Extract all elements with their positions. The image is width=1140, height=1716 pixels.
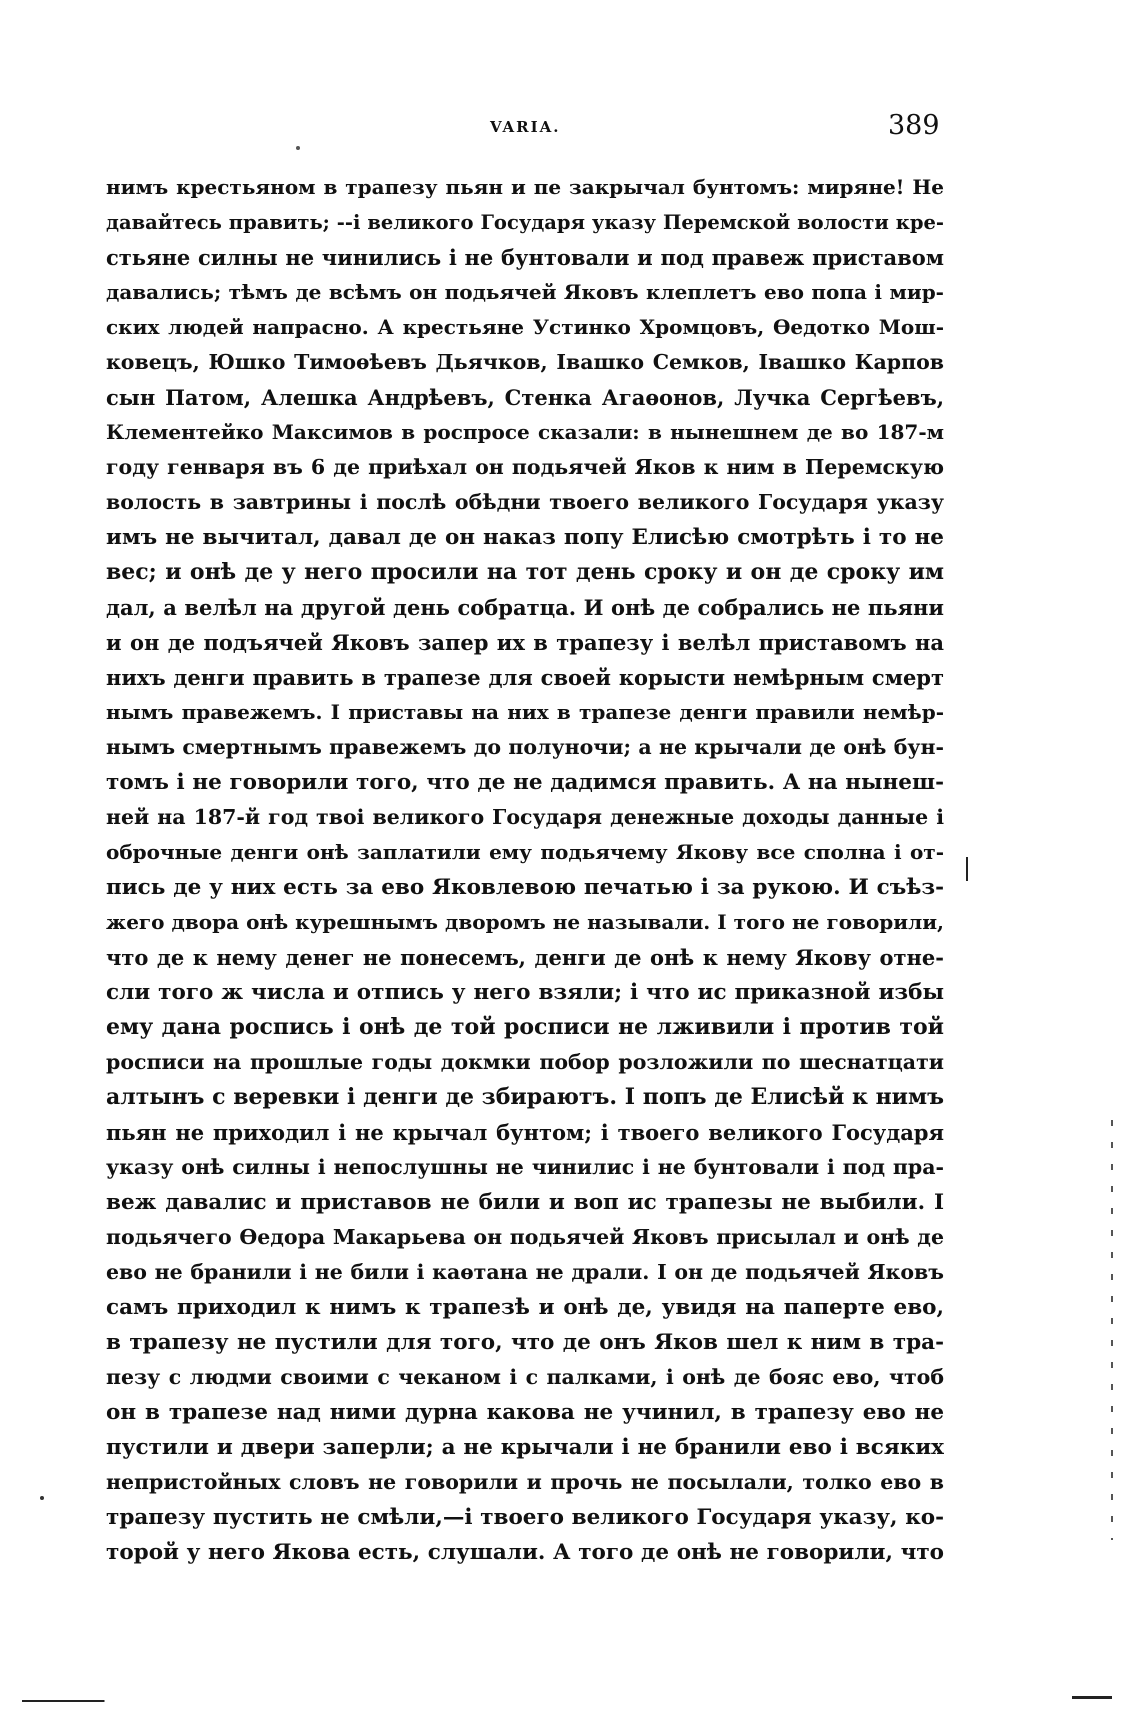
- text-line: волость в завтрины і послѣ обѣдни твоего великого Государя указу: [106, 490, 944, 514]
- text-line: вес; и онѣ де у него просили на тот день сроку и он де сроку им: [106, 559, 944, 585]
- text-line: томъ і не говорили того, что де не дадимся править. А на нынеш-: [106, 770, 944, 795]
- body-text: [106, 170, 944, 1570]
- text-line: стьяне силны не чинились і не бунтовали и под правеж приставом: [106, 245, 944, 270]
- margin-mark: [966, 857, 968, 881]
- text-line: пезу с людми своими с чеканом і с палками, і онѣ де бояс ево, чтоб: [106, 1365, 944, 1389]
- text-line: росписи на прошлые годы докмки побор розложили по шеснатцати: [106, 1050, 944, 1074]
- text-line: подьячего Ѳедора Макарьева он подьячей Яковъ присылал и онѣ де: [106, 1225, 944, 1249]
- text-line: оброчные денги онѣ заплатили ему подьячему Якову все сполна і от-: [106, 840, 944, 864]
- text-line: нимъ крестьяном в трапезу пьян и пе закрычал бунтомъ: миряне! Не: [106, 175, 944, 199]
- text-line: нихъ денги править в трапезе для своей корысти немѣрным смерт: [106, 665, 944, 690]
- text-line: ней на 187-й год твоі великого Государя денежные доходы данные і: [106, 805, 944, 829]
- text-line: пьян не приходил і не крычал бунтом; і твоего великого Государя: [106, 1120, 944, 1145]
- text-line: ему дана роспись і онѣ де той росписи не лживили і против той: [106, 1014, 944, 1040]
- text-line: Клементейко Максимов в роспросе сказали: в нынешнем де во 187-м: [106, 420, 944, 444]
- page-number: 389: [888, 110, 940, 141]
- scan-edge-artifact: [1072, 1696, 1112, 1699]
- text-line: пустили и двери заперли; а не крычали і не бранили ево і всяких: [106, 1435, 944, 1460]
- text-line: непристойных словъ не говорили и прочь не посылали, толко ево в: [106, 1470, 944, 1494]
- text-line: дал, а велѣл на другой день собратца. И онѣ де собрались не пьяни: [106, 595, 944, 620]
- text-line: нымъ правежемъ. І приставы на них в трапезе денги правили немѣр-: [106, 700, 944, 724]
- text-line: сли того ж числа и отпись у него взяли; і что ис приказной избы: [106, 980, 944, 1005]
- text-line: пись де у них есть за ево Яковлевою печатью і за рукою. И съѣз-: [106, 875, 944, 900]
- text-line: ковецъ, Юшко Тимоѳѣевъ Дьячков, Івашко Семков, Івашко Карпов: [106, 350, 944, 374]
- text-line: торой у него Якова есть, слушали. А того де онѣ не говорили, что: [106, 1540, 944, 1565]
- text-line: в трапезу не пустили для того, что де онъ Яков шел к ним в тра-: [106, 1330, 944, 1355]
- print-speck: [296, 146, 300, 150]
- text-line: веж давалис и приставов не били и воп ис трапезы не выбили. І: [106, 1190, 944, 1215]
- print-speck: [40, 1496, 44, 1500]
- text-line: и он де подъячей Яковъ запер их в трапезу і велѣл приставомъ на: [106, 630, 944, 655]
- text-line: давайтесь править; --і великого Государя указу Перемской волости кре-: [106, 211, 944, 234]
- running-title: VARIA.: [490, 118, 561, 136]
- text-line: году генваря въ 6 де приѣхал он подьячей Яков к ним в Перемскую: [106, 455, 944, 479]
- text-line: имъ не вычитал, давал де он наказ попу Елисѣю смотрѣть і то не: [106, 525, 944, 550]
- text-line: жего двора онѣ курешнымъ дворомъ не называли. І того не говорили,: [106, 910, 944, 934]
- text-line: алтынъ с веревки і денги де збираютъ. І попъ де Елисѣй к нимъ: [106, 1084, 944, 1110]
- text-line: самъ приходил к нимъ к трапезѣ и онѣ де, увидя на паперте ево,: [106, 1295, 944, 1320]
- text-line: указу онѣ силны і непослушны не чинилис і не бунтовали і под пра-: [106, 1155, 944, 1179]
- text-line: что де к нему денег не понесемъ, денги де онѣ к нему Якову отне-: [106, 945, 944, 970]
- text-line: ских людей напрасно. А крестьяне Устинко Хромцовъ, Ѳедотко Мош-: [106, 315, 944, 339]
- text-line: сын Патом, Алешка Андрѣевъ, Стенка Агаѳонов, Лучка Сергѣевъ,: [106, 385, 944, 410]
- text-line: ево не бранили і не били і каѳтана не драли. І он де подьячей Яковъ: [106, 1260, 944, 1284]
- text-line: трапезу пустить не смѣли,—і твоего великого Государя указу, ко-: [106, 1505, 944, 1530]
- text-line: он в трапезе над ними дурна какова не учинил, в трапезу ево не: [106, 1400, 944, 1425]
- text-line: нымъ смертнымъ правежемъ до полуночи; а не крычали де онѣ бун-: [106, 735, 944, 759]
- scan-edge-artifact: [22, 1700, 132, 1702]
- scan-edge-artifact: [1111, 1120, 1113, 1540]
- text-line: давались; тѣмъ де всѣмъ он подьячей Яковъ клеплетъ ево попа і мир-: [106, 280, 944, 304]
